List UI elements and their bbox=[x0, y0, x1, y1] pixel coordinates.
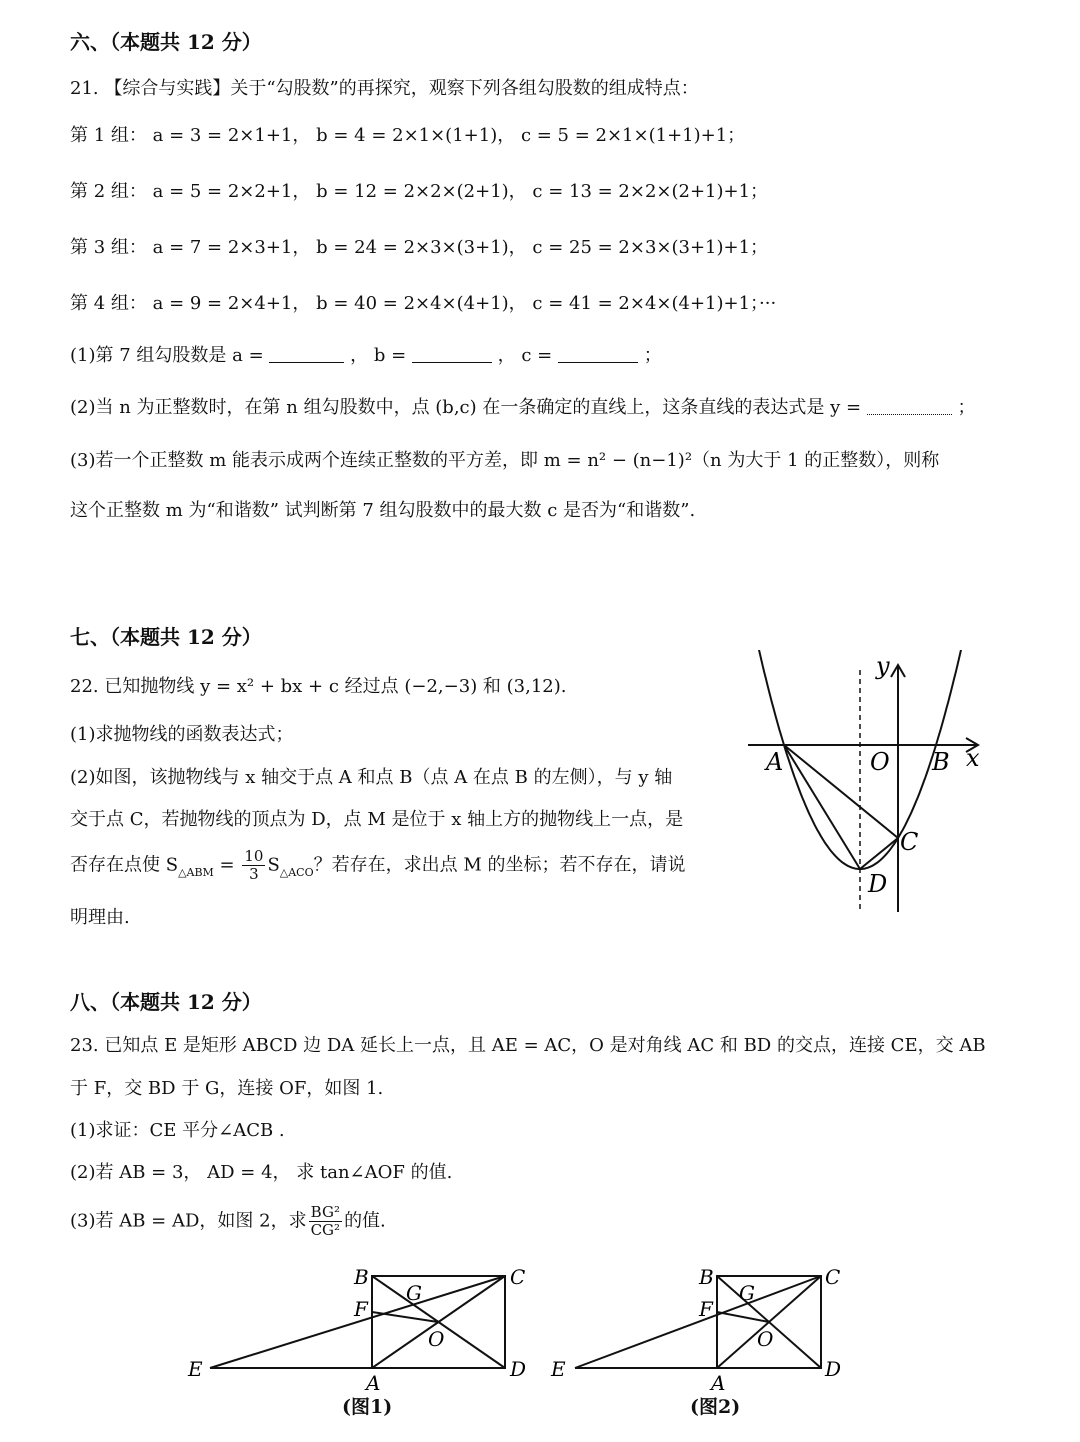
q21-p1-c: ， c = bbox=[497, 345, 553, 366]
q21-part-2 bbox=[70, 396, 976, 420]
label-c: C bbox=[900, 828, 919, 856]
fraction-ten-thirds bbox=[242, 848, 265, 883]
q21-group-4: 第 4 组： a = 9 = 2×4+1， b = 40 = 2×4×(4+1)， c = 41 = 2×4×(4+1)+1；··· bbox=[70, 293, 777, 314]
fig2-label-a: A bbox=[711, 1371, 726, 1395]
q22-p2-l3-pre: 否存在点使 S bbox=[70, 854, 179, 876]
q23-p3-post: 的值. bbox=[344, 1210, 386, 1232]
fig2-label-b: B bbox=[699, 1265, 714, 1289]
q21-p1-a: (1)第 7 组勾股数是 a = bbox=[70, 345, 264, 366]
q21-group-3: 第 3 组： a = 7 = 2×3+1， b = 24 = 2×3×(3+1)， c = 25 = 2×3×(3+1)+1； bbox=[70, 237, 769, 258]
rectangle-figure-1 bbox=[180, 1262, 540, 1402]
label-x: x bbox=[966, 744, 980, 772]
q22-part-1: (1)求抛物线的函数表达式； bbox=[70, 724, 294, 745]
fig2-label-d: D bbox=[825, 1357, 842, 1381]
segment-ad bbox=[784, 745, 860, 869]
q23-part-1: (1)求证：CE 平分∠ACB . bbox=[70, 1120, 285, 1141]
segment-ec bbox=[210, 1276, 505, 1368]
fraction-bg-cg bbox=[309, 1204, 342, 1239]
q21-p2-end: ； bbox=[957, 397, 976, 418]
q21-part-3-line-2: 这个正整数 m 为“和谐数” 试判断第 7 组勾股数中的最大数 c 是否为“和谐数”. bbox=[70, 500, 696, 521]
q23-line-1: 23. 已知点 E 是矩形 ABCD 边 DA 延长上一点，且 AE = AC，O 是对角线 AC 和 BD 的交点，连接 CE，交 AB bbox=[70, 1035, 986, 1056]
square-figure-2 bbox=[545, 1262, 865, 1402]
fig1-label-g: G bbox=[406, 1281, 422, 1305]
fig1-label-f: F bbox=[354, 1297, 368, 1321]
segment-of bbox=[372, 1312, 438, 1322]
q21-part-1 bbox=[70, 344, 662, 368]
fig1-label-a: A bbox=[366, 1371, 381, 1395]
fig1-label-e: E bbox=[188, 1357, 203, 1381]
fraction-numerator: 10 bbox=[244, 847, 264, 865]
segment-ec bbox=[575, 1276, 821, 1368]
area-subscript-aco: △ACO bbox=[279, 865, 314, 879]
figure-2-caption: (图2) bbox=[690, 1396, 741, 1418]
q21-group-2: 第 2 组： a = 5 = 2×2+1， b = 12 = 2×2×(2+1)， c = 13 = 2×2×(2+1)+1； bbox=[70, 181, 769, 202]
q22-part-2-line-1: (2)如图，该抛物线与 x 轴交于点 A 和点 B（点 A 在点 B 的左侧），与 y 轴 bbox=[70, 767, 673, 788]
answer-blank-a[interactable] bbox=[269, 344, 344, 363]
q21-p1-b: ， b = bbox=[350, 345, 407, 366]
section-8-heading: 八、（本题共 12 分） bbox=[70, 990, 262, 1014]
answer-blank-b[interactable] bbox=[412, 344, 492, 363]
segment-of bbox=[717, 1312, 769, 1322]
section-6-heading: 六、（本题共 12 分） bbox=[70, 30, 262, 54]
area-subscript-abm: △ABM bbox=[178, 865, 214, 879]
fig2-label-f: F bbox=[699, 1297, 713, 1321]
q23-part-3 bbox=[70, 1204, 386, 1239]
q21-p2-text: (2)当 n 为正整数时，在第 n 组勾股数中，点 (b,c) 在一条确定的直线上，这条直线的表达式是 y = bbox=[70, 397, 862, 418]
q22-p2-l3-post: ？若存在，求出点 M 的坐标；若不存在，请说 bbox=[313, 854, 686, 876]
fig1-label-o: O bbox=[428, 1327, 445, 1351]
fig2-label-o: O bbox=[757, 1327, 774, 1351]
fraction-numerator: BG² bbox=[310, 1203, 340, 1221]
q23-part-2: (2)若 AB = 3， AD = 4， 求 tan∠AOF 的值. bbox=[70, 1162, 453, 1183]
fig1-label-b: B bbox=[354, 1265, 369, 1289]
q21-group-1: 第 1 组： a = 3 = 2×1+1， b = 4 = 2×1×(1+1)， c = 5 = 2×1×(1+1)+1； bbox=[70, 125, 746, 146]
segment-dc bbox=[860, 838, 898, 869]
fraction-denominator: 3 bbox=[249, 865, 259, 883]
q23-p3-pre: (3)若 AB = AD，如图 2，求 bbox=[70, 1210, 307, 1232]
answer-blank-c[interactable] bbox=[558, 344, 638, 363]
q22-part-2-line-2: 交于点 C，若抛物线的顶点为 D，点 M 是位于 x 轴上方的抛物线上一点，是 bbox=[70, 809, 684, 830]
fig2-label-e: E bbox=[551, 1357, 566, 1381]
fig2-label-g: G bbox=[739, 1281, 755, 1305]
q23-line-2: 于 F，交 BD 于 G，连接 OF，如图 1. bbox=[70, 1078, 384, 1099]
q22-part-2-line-3 bbox=[70, 848, 686, 883]
answer-blank-line[interactable] bbox=[867, 396, 952, 415]
q22-eq: = bbox=[213, 854, 241, 876]
q21-intro: 21. 【综合与实践】关于“勾股数”的再探究，观察下列各组勾股数的组成特点： bbox=[70, 78, 699, 99]
fig2-label-c: C bbox=[825, 1265, 841, 1289]
fig1-label-d: D bbox=[510, 1357, 527, 1381]
q22-intro: 22. 已知抛物线 y = x² + bx + c 经过点 (−2,−3) 和 (3,12). bbox=[70, 676, 567, 697]
label-o: O bbox=[870, 748, 890, 776]
parabola-figure bbox=[740, 650, 1000, 920]
fig1-label-c: C bbox=[510, 1265, 526, 1289]
label-d: D bbox=[868, 870, 888, 898]
fraction-denominator: CG² bbox=[310, 1221, 341, 1239]
figure-1-caption: (图1) bbox=[342, 1396, 393, 1418]
q22-s2: S bbox=[267, 854, 280, 876]
label-b: B bbox=[932, 748, 950, 776]
section-7-heading: 七、（本题共 12 分） bbox=[70, 625, 262, 649]
q22-part-2-line-4: 明理由. bbox=[70, 907, 130, 928]
q21-part-3-line-1: (3)若一个正整数 m 能表示成两个连续正整数的平方差，即 m = n² − (n−1)²（n 为大于 1 的正整数），则称 bbox=[70, 450, 940, 471]
label-a: A bbox=[766, 748, 784, 776]
q21-p1-end: ； bbox=[643, 345, 662, 366]
label-y: y bbox=[876, 652, 890, 680]
